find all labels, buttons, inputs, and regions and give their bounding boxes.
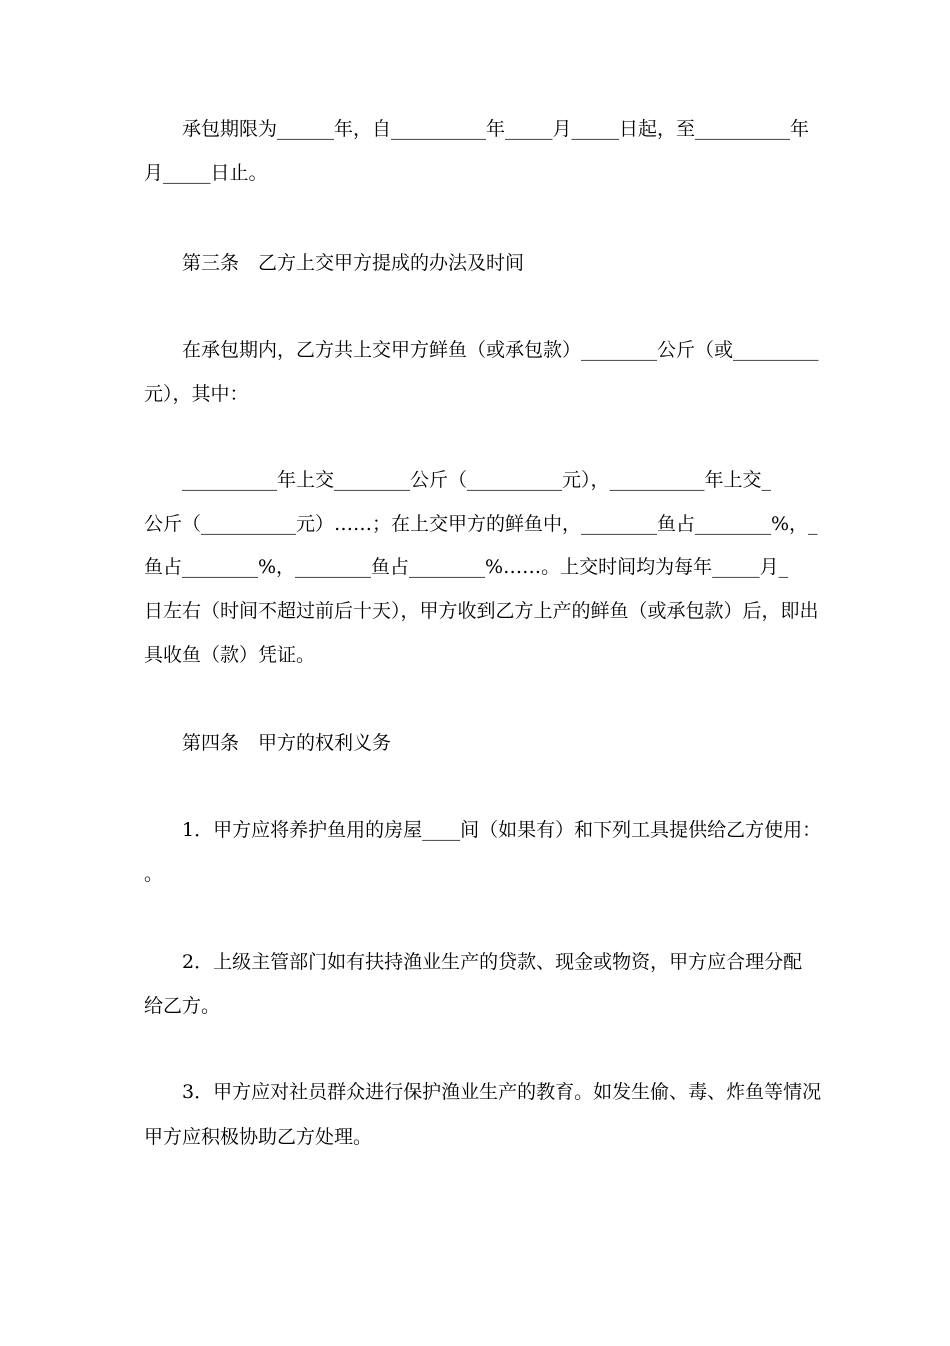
article-3-heading: 第三条 乙方上交甲方提成的办法及时间 xyxy=(144,252,525,274)
article-4-heading: 第四条 甲方的权利义务 xyxy=(144,732,392,754)
clause-1-line-1: 1．甲方应将养护鱼用的房屋____间（如果有）和下列工具提供给乙方使用： xyxy=(144,819,822,841)
article-3-paragraph-1-line-1: 在承包期内，乙方共上交甲方鲜鱼（或承包款）________公斤（或_________ xyxy=(144,339,819,361)
article-3-paragraph-2-line-1: __________年上交________公斤（__________元），__________年上交_ xyxy=(144,469,772,491)
clause-3-line-1: 3．甲方应对社员群众进行保护渔业生产的教育。如发生偷、毒、炸鱼等情况 xyxy=(144,1081,822,1103)
contract-term-line-1: 承包期限为______年，自__________年_____月_____日起，至__________年 xyxy=(144,118,810,140)
clause-1-line-2: 。 xyxy=(144,863,164,885)
article-3-paragraph-1-line-2: 元），其中： xyxy=(144,383,249,405)
clause-2-line-1: 2．上级主管部门如有扶持渔业生产的贷款、现金或物资，甲方应合理分配 xyxy=(144,951,803,973)
article-3-paragraph-2-line-5: 具收鱼（款）凭证。 xyxy=(144,644,316,666)
clause-2-line-2: 给乙方。 xyxy=(144,995,221,1017)
article-3-paragraph-2-line-4: 日左右（时间不超过前后十天），甲方收到乙方上产的鲜鱼（或承包款）后，即出 xyxy=(144,600,819,622)
article-3-paragraph-2-line-2: 公斤（__________元）……；在上交甲方的鲜鱼中，________鱼占________%，_ xyxy=(144,513,818,535)
article-3-paragraph-2-line-3: 鱼占________%，________鱼占________%……。上交时间均为每年_____月_ xyxy=(144,556,789,578)
contract-term-line-2: 月_____日止。 xyxy=(144,162,268,184)
clause-3-line-2: 甲方应积极协助乙方处理。 xyxy=(144,1126,373,1148)
